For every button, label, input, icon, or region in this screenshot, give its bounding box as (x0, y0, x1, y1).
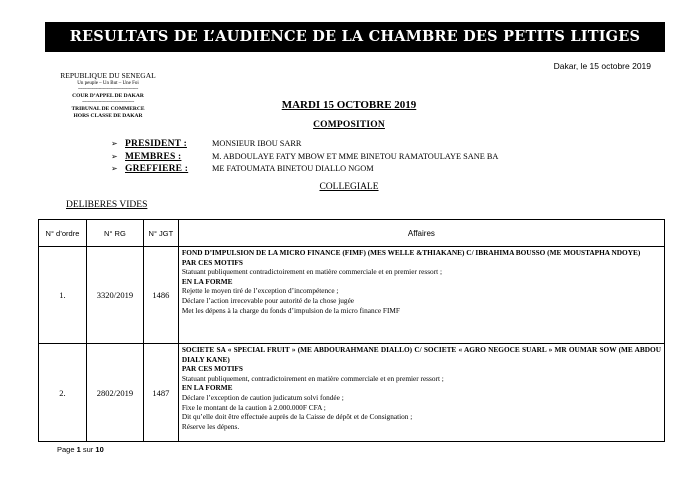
jgt-number: 1486 (143, 247, 178, 344)
hearing-date-title: MARDI 15 OCTOBRE 2019 (281, 99, 417, 111)
order-number: 1. (39, 247, 87, 344)
role-value: MONSIEUR IBOU SARR (212, 139, 302, 148)
current-page: 1 (76, 445, 81, 454)
page-footer (57, 445, 104, 454)
forme-heading: EN LA FORME (181, 276, 233, 286)
case-details (178, 344, 664, 442)
column-header-affaires: Affaires (178, 220, 664, 247)
rg-number: 3320/2019 (86, 247, 143, 344)
role-value: ME FATOUMATA BINETOU DIALLO NGOM (212, 164, 374, 173)
collegiale-heading: COLLEGIALE (319, 182, 379, 192)
rg-number: 2802/2019 (86, 344, 143, 442)
page-banner: RESULTATS DE L’AUDIENCE DE LA CHAMBRE DES PETITS LITIGES (45, 22, 665, 52)
section-title: DELIBERES VIDES (66, 200, 148, 210)
table-row (39, 344, 665, 442)
date-line: Dakar, le 15 octobre 2019 (553, 61, 651, 71)
role-label: PRESIDENT : (125, 139, 187, 149)
composition-heading: COMPOSITION (313, 120, 385, 130)
ruling-line: Réserve les dépens. (181, 421, 240, 431)
national-motto: Un peuple – Un But – Une Foi (77, 81, 139, 86)
motifs-heading: PAR CES MOTIFS (181, 364, 243, 374)
table-header-row (39, 220, 665, 247)
role-label: GREFFIERE : (125, 164, 189, 174)
separator-line: -------------------------------------------- (77, 87, 139, 92)
motifs-heading: PAR CES MOTIFS (181, 257, 243, 267)
ruling-line: Statuant publiquement, contradictoirement en matière commerciale et en premier ressort ; (181, 373, 444, 383)
court-name: COUR D’APPEL DE DAKAR (72, 93, 144, 99)
tribunal-name-line2: HORS CLASSE DE DAKAR (73, 113, 143, 119)
composition-row-president (111, 139, 498, 152)
arrow-bullet-icon: ➢ (111, 151, 118, 161)
ruling-line: Déclare l’exception de caution judicatum solvi fondée ; (181, 392, 344, 402)
arrow-bullet-icon: ➢ (111, 139, 118, 148)
forme-heading: EN LA FORME (181, 383, 233, 393)
ruling-line: Statuant publiquement contradictoirement en matière commerciale et en premier ressort ; (181, 267, 442, 277)
ruling-line: Dit qu’elle doit être effectuée auprès de la Caisse de dépôt et de Consignation ; (181, 412, 413, 422)
institution-header (52, 71, 164, 120)
case-parties: SOCIETE SA « SPECIAL FRUIT » (ME ABDOURAHMANE DIALLO) C/ SOCIETE « AGRO NEGOCE SUARL » MR OUMAR SOW (ME ABDOU DIALY KANE) (181, 345, 661, 364)
country-name: REPUBLIQUE DU SENEGAL (60, 71, 156, 80)
jgt-number: 1487 (143, 344, 178, 442)
column-header-jgt: N° JGT (143, 220, 178, 247)
of-word: sur (82, 445, 94, 454)
ruling-line: Met les dépens à la charge du fonds d’impulsion de la micro finance FIMF (181, 305, 400, 315)
role-label: MEMBRES : (125, 151, 182, 162)
ruling-line: Fixe le montant de la caution à 2.000.000F CFA ; (181, 402, 326, 412)
case-parties: FOND D’IMPULSION DE LA MICRO FINANCE (FIMF) (MES WELLE &THIAKANE) C/ IBRAHIMA BOUSSO (ME MOUSTAPHA NDOYE) (181, 248, 641, 257)
ruling-line: Déclare l’action irrecevable pour autorité de la chose jugée (181, 295, 355, 305)
ruling-line: Rejette le moyen tiré de l’exception d’incompétence ; (181, 286, 339, 296)
role-value: M. ABDOULAYE FATY MBOW ET MME BINETOU RAMATOULAYE SANE BA (212, 151, 499, 161)
total-pages: 10 (95, 445, 104, 454)
separator-line-2: -------------------------------------- (82, 100, 134, 105)
column-header-rg: N° RG (86, 220, 143, 247)
table-row (39, 247, 665, 344)
column-header-order: N° d’ordre (39, 220, 87, 247)
results-table (38, 219, 665, 442)
page-word: Page (57, 445, 75, 454)
composition-row-greffiere (111, 164, 498, 177)
order-number: 2. (39, 344, 87, 442)
tribunal-name-line1: TRIBUNAL DE COMMERCE (71, 106, 145, 112)
case-details (178, 247, 664, 344)
arrow-bullet-icon: ➢ (111, 164, 118, 173)
composition-list (111, 139, 498, 177)
composition-row-membres (111, 152, 498, 165)
